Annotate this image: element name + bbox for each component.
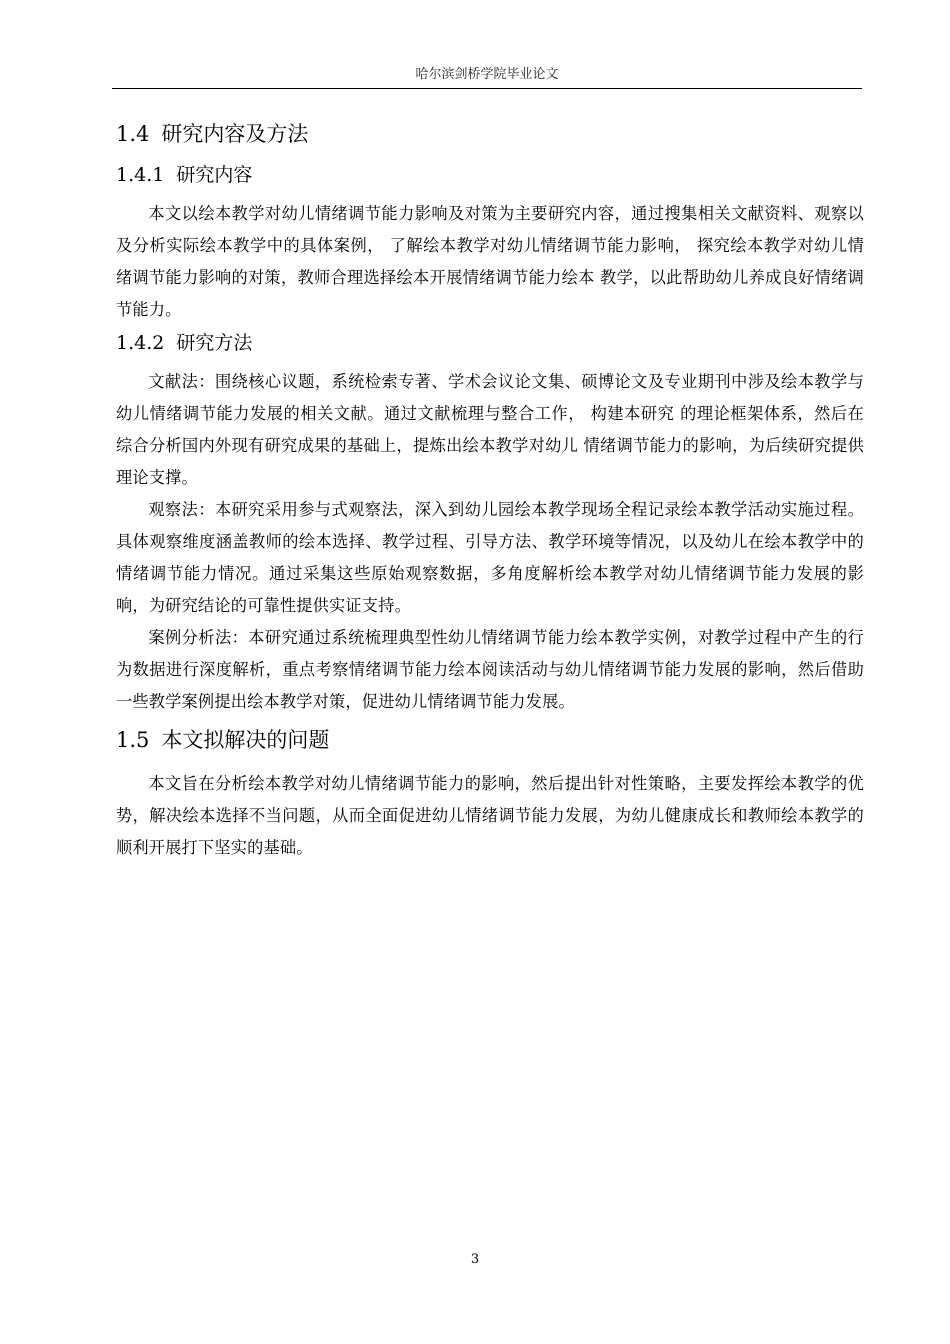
subsection-heading-1-4-2 xyxy=(116,330,864,356)
section-title: 本文拟解决的问题 xyxy=(161,728,330,752)
section-heading-1-4 xyxy=(116,120,864,148)
page-content xyxy=(116,120,864,864)
page-number: 3 xyxy=(470,1252,480,1267)
paragraph-problems-to-solve: 本文旨在分析绘本教学对幼儿情绪调节能力的影响，然后提出针对性策略，主要发挥绘本教学的优势，解决绘本选择不当问题，从而全面促进幼儿情绪调节能力发展，为幼儿健康成长和教师绘本教学的顺利开展打下坚实的基础。 xyxy=(116,774,864,857)
section-title: 研究内容及方法 xyxy=(161,122,309,146)
header-rule xyxy=(112,88,862,89)
paragraph-observation-method: 观察法：本研究采用参与式观察法，深入到幼儿园绘本教学现场全程记录绘本教学活动实施过程。具体观察维度涵盖教师的绘本选择、教学过程、引导方法、教学环境等情况，以及幼儿在绘本教学中的情绪调节能力情况。通过采集这些原始观察数据，多角度解析绘本教学对幼儿情绪调节能力发展的影响，为研究结论的可靠性提供实证支持。 xyxy=(116,500,864,615)
subsection-title: 研究方法 xyxy=(176,332,253,354)
paragraph-literature-method: 文献法：围绕核心议题，系统检索专著、学术会议论文集、硕博论文及专业期刊中涉及绘本教学与幼儿情绪调节能力发展的相关文献。通过文献梳理与整合工作， 构建本研究 的理论框架体系，然后在综合分析国内外现有研究成果的基础上，提炼出绘本教学对幼儿 情绪调节能力的影响，为后续研究提供理论支撑。 xyxy=(116,372,864,487)
paragraph-case-analysis-method: 案例分析法：本研究通过系统梳理典型性幼儿情绪调节能力绘本教学实例，对教学过程中产生的行为数据进行深度解析，重点考察情绪调节能力绘本阅读活动与幼儿情绪调节能力发展的影响，然后借助一些教学案例提出绘本教学对策，促进幼儿情绪调节能力发展。 xyxy=(116,628,864,711)
section-number: 1.4 xyxy=(116,122,150,146)
running-header: 哈尔滨剑桥学院毕业论文 xyxy=(415,67,559,82)
subsection-number: 1.4.1 xyxy=(116,164,165,186)
section-number: 1.5 xyxy=(116,728,150,752)
section-heading-1-5 xyxy=(116,726,864,754)
subsection-heading-1-4-1 xyxy=(116,162,864,188)
subsection-title: 研究内容 xyxy=(176,164,253,186)
paragraph-research-content: 本文以绘本教学对幼儿情绪调节能力影响及对策为主要研究内容，通过搜集相关文献资料、观察以及分析实际绘本教学中的具体案例， 了解绘本教学对幼儿情绪调节能力影响， 探究绘本教学对幼儿情绪调节能力影响的对策，教师合理选择绘本开展情绪调节能力绘本 教学，以此帮助幼儿养成良好情绪调节能力。 xyxy=(116,204,864,319)
subsection-number: 1.4.2 xyxy=(116,332,165,354)
